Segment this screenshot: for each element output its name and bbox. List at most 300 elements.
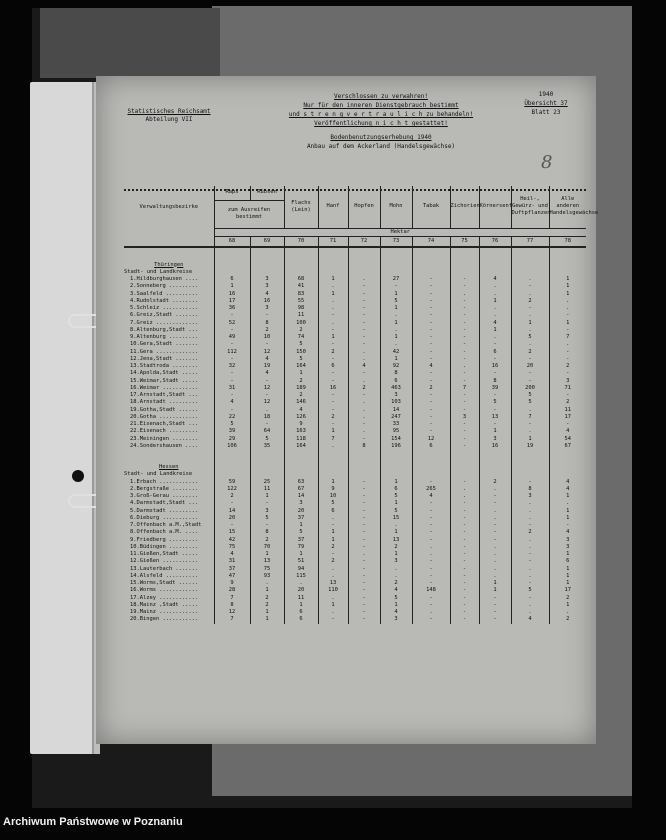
district-name: 21.Eisenach,Stadt ... <box>130 421 199 427</box>
empty-cell <box>479 471 511 478</box>
value-cell: 1 <box>318 479 348 486</box>
value-cell: 4 <box>380 587 412 594</box>
value-cell: . <box>511 537 549 544</box>
value-cell: - <box>348 486 380 493</box>
value-cell: 6 <box>412 443 450 450</box>
value-cell: - <box>348 421 380 428</box>
punch-hole-icon <box>72 470 84 482</box>
value-cell: 2 <box>284 378 318 385</box>
value-cell: . <box>348 399 380 406</box>
empty-cell <box>479 262 511 269</box>
value-cell: . <box>479 334 511 341</box>
value-cell: 14 <box>380 407 412 414</box>
value-cell: - <box>450 515 479 522</box>
district-name: 17.Alzey ............ <box>130 594 199 601</box>
value-cell: 67 <box>284 486 318 493</box>
empty-cell <box>284 464 318 471</box>
col-num: 75 <box>450 236 479 247</box>
rear-page-top <box>40 8 220 78</box>
table-body <box>124 247 586 624</box>
value-cell: - <box>412 580 450 587</box>
value-cell: 1 <box>380 551 412 558</box>
spacer-cell <box>412 450 450 464</box>
district-name: 19.Mainz ............ <box>130 609 199 615</box>
value-cell: 6 <box>318 363 348 370</box>
value-cell: - <box>348 616 380 623</box>
value-cell: 2 <box>250 602 284 609</box>
value-cell: 100 <box>284 320 318 327</box>
value-cell: 28 <box>214 587 250 594</box>
value-cell: . <box>412 551 450 558</box>
value-cell: 7 <box>318 436 348 443</box>
value-cell: - <box>450 320 479 327</box>
value-cell: - <box>214 522 250 529</box>
value-cell: 13 <box>380 537 412 544</box>
value-cell: 16 <box>250 298 284 305</box>
value-cell: 112 <box>214 349 250 356</box>
value-cell: - <box>348 515 380 522</box>
value-cell: . <box>479 573 511 580</box>
district-name: 7.Offenbach a.M.,Stadt <box>130 522 202 528</box>
value-cell: 8 <box>380 370 412 377</box>
value-cell: 39 <box>479 385 511 392</box>
value-cell: - <box>412 595 450 602</box>
value-cell: . <box>479 305 511 312</box>
value-cell: . <box>511 566 549 573</box>
value-cell: - <box>214 370 250 377</box>
value-cell: - <box>450 573 479 580</box>
value-cell: - <box>549 349 586 356</box>
district-name: 16.Weimar ........... <box>130 384 199 391</box>
value-cell: - <box>348 500 380 507</box>
value-cell: 1 <box>511 320 549 327</box>
value-cell: 14 <box>214 508 250 515</box>
empty-cell <box>549 471 586 478</box>
value-cell: . <box>479 558 511 565</box>
value-cell: - <box>250 378 284 385</box>
value-cell: 1 <box>549 551 586 558</box>
table-row <box>124 493 586 500</box>
value-cell: . <box>380 341 412 348</box>
district-name: 14.Alsfeld .......... <box>130 572 199 579</box>
subheading-row <box>124 269 586 276</box>
value-cell: - <box>511 558 549 565</box>
value-cell: . <box>511 291 549 298</box>
value-cell: - <box>318 356 348 363</box>
value-cell: - <box>318 551 348 558</box>
value-cell: . <box>380 566 412 573</box>
header-koernersenf: Körnersenf <box>479 186 511 228</box>
table-row <box>124 436 586 443</box>
reference-block <box>516 90 576 117</box>
value-cell: 4 <box>250 370 284 377</box>
value-cell: 1 <box>318 334 348 341</box>
value-cell: 1 <box>284 522 318 529</box>
value-cell: 20 <box>284 508 318 515</box>
header-zichorien: Zichorien <box>450 186 479 228</box>
value-cell: - <box>412 283 450 290</box>
value-cell: - <box>348 370 380 377</box>
value-cell: - <box>479 609 511 616</box>
value-cell: - <box>450 428 479 435</box>
value-cell: 4 <box>284 407 318 414</box>
value-cell: 2 <box>479 479 511 486</box>
value-cell: - <box>214 327 250 334</box>
table-row <box>124 602 586 609</box>
value-cell: 1 <box>549 573 586 580</box>
table-row <box>124 298 586 305</box>
value-cell: . <box>348 407 380 414</box>
value-cell: 71 <box>549 385 586 392</box>
value-cell: 49 <box>214 334 250 341</box>
value-cell: - <box>479 392 511 399</box>
value-cell: . <box>348 349 380 356</box>
value-cell: 35 <box>250 443 284 450</box>
value-cell: - <box>412 276 450 283</box>
value-cell: 1 <box>380 356 412 363</box>
value-cell: 5 <box>511 587 549 594</box>
value-cell: - <box>450 616 479 623</box>
value-cell: . <box>450 291 479 298</box>
value-cell: . <box>479 291 511 298</box>
empty-cell <box>250 269 284 276</box>
empty-cell <box>318 471 348 478</box>
value-cell: 5 <box>214 421 250 428</box>
header-rueben: Rübsen <box>250 186 284 200</box>
value-cell: 59 <box>214 479 250 486</box>
value-cell: 118 <box>284 436 318 443</box>
empty-cell <box>479 269 511 276</box>
empty-cell <box>549 262 586 269</box>
spacer-cell <box>318 247 348 262</box>
value-cell: 1 <box>380 334 412 341</box>
value-cell: . <box>284 580 318 587</box>
value-cell: 3 <box>511 493 549 500</box>
district-name: 12.Gießen ........... <box>130 558 199 565</box>
value-cell: 3 <box>450 414 479 421</box>
value-cell: - <box>348 580 380 587</box>
value-cell: . <box>348 378 380 385</box>
value-cell: 95 <box>380 428 412 435</box>
value-cell: . <box>380 573 412 580</box>
table-row <box>124 334 586 341</box>
district-name: 2.Bergstraße ........ <box>130 485 199 492</box>
table-row <box>124 609 586 616</box>
value-cell: 51 <box>284 558 318 565</box>
value-cell: - <box>450 349 479 356</box>
value-cell: - <box>348 312 380 319</box>
district-name: 14.Apolda,Stadt ..... <box>130 370 199 377</box>
value-cell: 15 <box>380 515 412 522</box>
spacer-cell <box>450 450 479 464</box>
empty-cell <box>450 269 479 276</box>
value-cell: 27 <box>380 276 412 283</box>
value-cell: 19 <box>511 443 549 450</box>
value-cell: . <box>511 312 549 319</box>
value-cell: - <box>511 522 549 529</box>
value-cell: 9 <box>318 486 348 493</box>
value-cell: 68 <box>284 276 318 283</box>
value-cell: 16 <box>479 363 511 370</box>
value-cell: 1 <box>250 493 284 500</box>
table-row <box>124 305 586 312</box>
table-row <box>124 551 586 558</box>
value-cell: 6 <box>214 276 250 283</box>
value-cell: 1 <box>549 602 586 609</box>
district-name: 1.Hildburghausen .... <box>130 276 199 282</box>
col-num: 77 <box>511 236 549 247</box>
value-cell: - <box>450 609 479 616</box>
empty-cell <box>214 464 250 471</box>
spacer-cell <box>380 450 412 464</box>
value-cell: 2 <box>318 558 348 565</box>
district-name: 18.Mainz ,Stadt ..... <box>130 601 199 608</box>
value-cell: - <box>479 493 511 500</box>
region-heading-row <box>124 464 586 471</box>
value-cell: - <box>412 378 450 385</box>
region-name: Thüringen <box>154 261 184 268</box>
value-cell: 17 <box>549 414 586 421</box>
value-cell: - <box>412 312 450 319</box>
value-cell: . <box>479 283 511 290</box>
value-cell: . <box>318 609 348 616</box>
value-cell: - <box>450 443 479 450</box>
value-cell: - <box>412 341 450 348</box>
classification-line-4: Veröffentlichung n i c h t gestattet! <box>314 120 448 127</box>
district-name: 7.Greiz ............. <box>130 319 199 326</box>
value-cell: - <box>511 370 549 377</box>
value-cell: 75 <box>250 566 284 573</box>
value-cell: - <box>412 327 450 334</box>
value-cell: 54 <box>549 436 586 443</box>
value-cell: 247 <box>380 414 412 421</box>
value-cell: 164 <box>284 363 318 370</box>
value-cell: . <box>549 500 586 507</box>
header-heilpflanzen: Heil-, Gewürz- und Duftpflanzen <box>511 186 549 228</box>
value-cell: 37 <box>284 537 318 544</box>
value-cell: 2 <box>549 399 586 406</box>
value-cell: 13 <box>479 414 511 421</box>
value-cell: 39 <box>214 428 250 435</box>
value-cell: 4 <box>214 551 250 558</box>
value-cell: 5 <box>479 399 511 406</box>
value-cell: . <box>348 551 380 558</box>
value-cell: - <box>450 544 479 551</box>
table-row <box>124 537 586 544</box>
value-cell: 4 <box>250 291 284 298</box>
value-cell: - <box>348 602 380 609</box>
value-cell: 3 <box>250 508 284 515</box>
value-cell: - <box>412 479 450 486</box>
value-cell: - <box>318 370 348 377</box>
table-row <box>124 327 586 334</box>
value-cell: - <box>450 602 479 609</box>
value-cell: 42 <box>214 537 250 544</box>
value-cell: - <box>549 392 586 399</box>
value-cell: 1 <box>318 529 348 536</box>
value-cell: 3 <box>250 283 284 290</box>
district-name: 6.Dieburg ........... <box>130 514 199 521</box>
reference-sheet: Blatt 23 <box>531 109 561 116</box>
value-cell: 11 <box>250 486 284 493</box>
value-cell: 2 <box>214 493 250 500</box>
reference-overview: Übersicht 37 <box>524 100 568 107</box>
value-cell: 4 <box>250 356 284 363</box>
table-row <box>124 558 586 565</box>
value-cell: 8 <box>479 378 511 385</box>
value-cell: . <box>511 515 549 522</box>
value-cell: - <box>450 558 479 565</box>
district-name: 10.Gera,Stadt ....... <box>130 341 199 348</box>
empty-cell <box>284 262 318 269</box>
value-cell: - <box>348 305 380 312</box>
value-cell: 9 <box>214 580 250 587</box>
header-andere: Alle anderen Handelsgewächse <box>549 186 586 228</box>
value-cell: - <box>412 399 450 406</box>
value-cell: 2 <box>318 349 348 356</box>
value-cell: - <box>318 421 348 428</box>
value-cell: 1 <box>380 320 412 327</box>
value-cell: 3 <box>250 276 284 283</box>
value-cell: 6 <box>479 349 511 356</box>
value-cell: 37 <box>284 515 318 522</box>
value-cell: 12 <box>214 609 250 616</box>
value-cell: . <box>511 544 549 551</box>
value-cell: 5 <box>284 529 318 536</box>
empty-cell <box>380 464 412 471</box>
value-cell: - <box>348 341 380 348</box>
value-cell: 41 <box>284 283 318 290</box>
value-cell: 2 <box>511 298 549 305</box>
value-cell: 11 <box>284 595 318 602</box>
value-cell: - <box>479 407 511 414</box>
value-cell: - <box>318 327 348 334</box>
value-cell: - <box>412 370 450 377</box>
table-row <box>124 407 586 414</box>
value-cell: - <box>450 580 479 587</box>
value-cell: - <box>479 537 511 544</box>
value-cell: - <box>412 414 450 421</box>
value-cell: . <box>318 320 348 327</box>
spacer-cell <box>412 247 450 262</box>
value-cell: 18 <box>250 414 284 421</box>
value-cell: 2 <box>380 580 412 587</box>
value-cell: - <box>450 341 479 348</box>
value-cell: - <box>479 602 511 609</box>
value-cell: - <box>450 551 479 558</box>
table-row <box>124 508 586 515</box>
value-cell: - <box>450 276 479 283</box>
value-cell: - <box>214 312 250 319</box>
value-cell: - <box>450 399 479 406</box>
table-row <box>124 587 586 594</box>
classification-line-3: und s t r e n g v e r t r a u l i c h zu behandeln! <box>288 111 474 118</box>
value-cell: - <box>348 573 380 580</box>
district-name: 6.Greiz,Stadt ....... <box>130 312 199 319</box>
empty-cell <box>348 269 380 276</box>
value-cell: - <box>412 602 450 609</box>
table-row <box>124 595 586 602</box>
value-cell: - <box>348 566 380 573</box>
value-cell: - <box>450 436 479 443</box>
value-cell: 10 <box>250 334 284 341</box>
value-cell: - <box>412 566 450 573</box>
table-row <box>124 312 586 319</box>
empty-cell <box>348 262 380 269</box>
value-cell: . <box>479 312 511 319</box>
value-cell: . <box>450 493 479 500</box>
table-row <box>124 500 586 507</box>
value-cell: 37 <box>214 566 250 573</box>
value-cell: - <box>348 298 380 305</box>
value-cell: - <box>214 378 250 385</box>
table-row <box>124 378 586 385</box>
value-cell: - <box>450 522 479 529</box>
section-subheading: Stadt- und Landkreise <box>124 268 193 275</box>
spacer-cell <box>348 450 380 464</box>
district-name: 17.Arnstadt,Stadt ... <box>130 392 199 398</box>
spacer-cell <box>250 450 284 464</box>
district-name: 18.Arnstadt ......... <box>130 399 199 406</box>
value-cell: . <box>450 486 479 493</box>
table-row <box>124 414 586 421</box>
value-cell: 36 <box>214 305 250 312</box>
value-cell: 31 <box>214 385 250 392</box>
value-cell: 1 <box>549 291 586 298</box>
value-cell: 146 <box>284 399 318 406</box>
empty-cell <box>318 269 348 276</box>
value-cell: - <box>412 421 450 428</box>
value-cell: - <box>318 378 348 385</box>
value-cell: 7 <box>450 385 479 392</box>
value-cell: 1 <box>250 616 284 623</box>
header-flachs: Flachs (Lein) <box>284 186 318 228</box>
district-name: 1.Erbach ............ <box>130 478 199 485</box>
value-cell: - <box>450 392 479 399</box>
value-cell: 31 <box>214 558 250 565</box>
value-cell: 110 <box>318 587 348 594</box>
col-num: 78 <box>549 236 586 247</box>
empty-cell <box>412 464 450 471</box>
value-cell: 1 <box>380 500 412 507</box>
value-cell: 12 <box>250 349 284 356</box>
value-cell: 94 <box>284 566 318 573</box>
value-cell: 13 <box>318 580 348 587</box>
value-cell: 1 <box>511 436 549 443</box>
value-cell: 33 <box>380 421 412 428</box>
value-cell: 3 <box>549 537 586 544</box>
spacer-cell <box>549 247 586 262</box>
value-cell: 4 <box>549 479 586 486</box>
document-title: Bodenbenutzungserhebung 1940 <box>330 134 432 141</box>
value-cell: 1 <box>318 537 348 544</box>
table-row <box>124 291 586 298</box>
value-cell: 5 <box>250 436 284 443</box>
col-num: 68 <box>214 236 250 247</box>
district-name: 19.Gotha,Stadt ...... <box>130 406 199 413</box>
value-cell: 6 <box>380 486 412 493</box>
value-cell: 8 <box>250 529 284 536</box>
value-cell: - <box>348 558 380 565</box>
value-cell: 6 <box>284 616 318 623</box>
value-cell: 6 <box>380 378 412 385</box>
document-page <box>96 76 599 744</box>
value-cell: - <box>479 421 511 428</box>
value-cell: 12 <box>250 385 284 392</box>
value-cell: 106 <box>214 443 250 450</box>
spacer-cell <box>511 247 549 262</box>
value-cell: - <box>348 334 380 341</box>
